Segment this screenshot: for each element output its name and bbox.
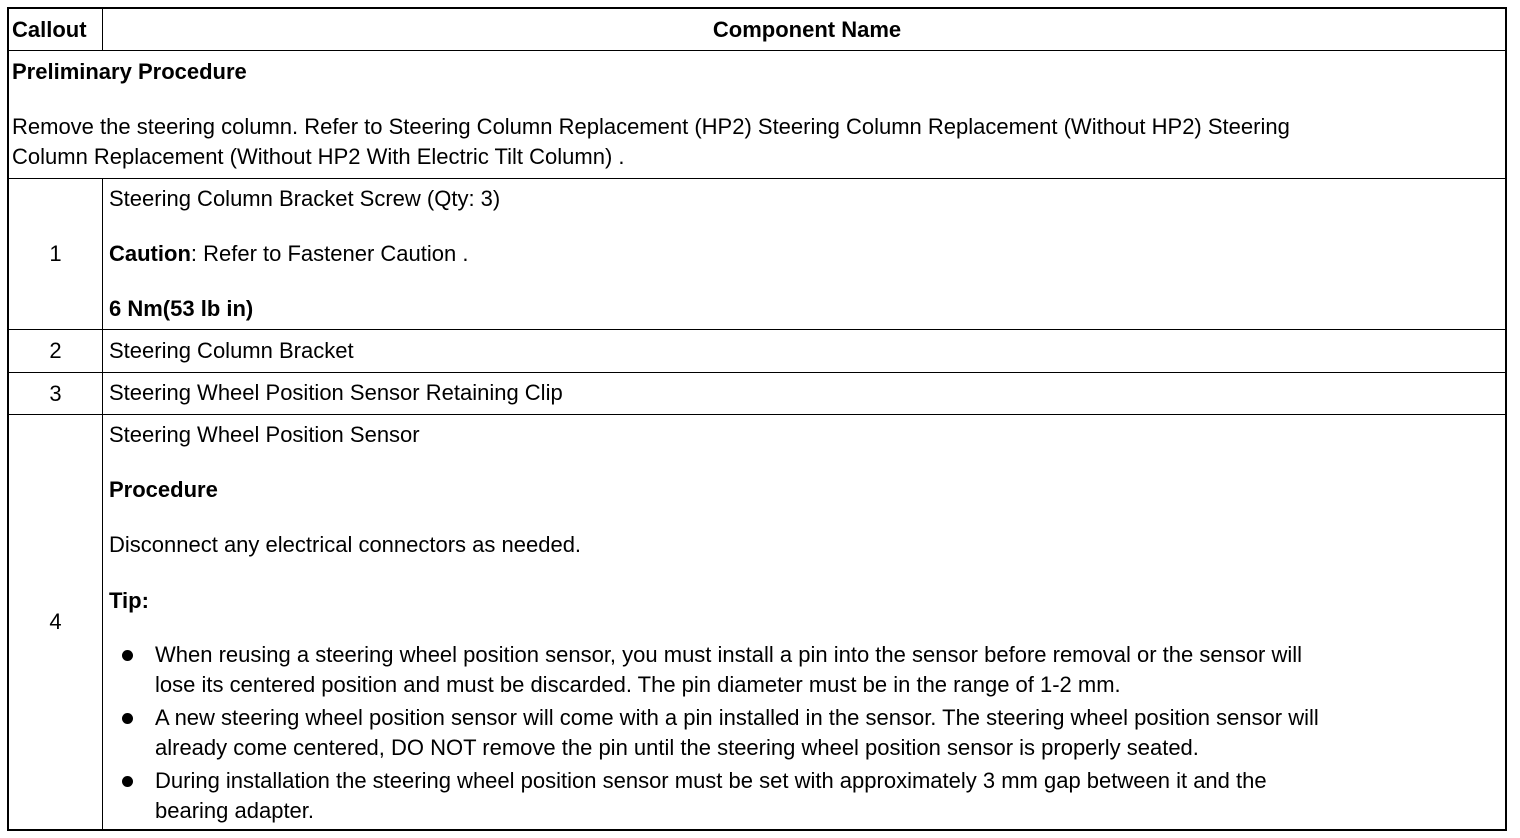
tip-line: bearing adapter. [155, 798, 315, 823]
callout-number: 3 [9, 373, 103, 414]
preliminary-procedure-row [9, 50, 1505, 178]
tip-label: Tip: [109, 588, 149, 613]
callout-number: 1 [9, 179, 103, 329]
table-row [9, 414, 1505, 829]
preliminary-text-line1: Remove the steering column. Refer to Steering Column Replacement (HP2) Steering Column Replacement (Without HP2) Steering [12, 114, 1290, 139]
component-name: Steering Column Bracket [109, 338, 354, 363]
preliminary-text-line2: Column Replacement (Without HP2 With Electric Tilt Column) . [12, 144, 625, 169]
caution-note [109, 240, 468, 268]
torque-spec: 6 Nm(53 lb in) [109, 296, 254, 321]
caution-label: Caution [109, 241, 191, 266]
tip-line: lose its centered position and must be discarded. The pin diameter must be in the range of 1-2 mm. [155, 672, 1121, 697]
tip-line: already come centered, DO NOT remove the pin until the steering wheel position sensor is properly seated. [155, 735, 1199, 760]
component-name: Steering Wheel Position Sensor Retaining Clip [109, 380, 563, 405]
table-header-row [9, 9, 1505, 50]
component-name-header: Component Name [712, 16, 902, 42]
caution-text: : Refer to Fastener Caution . [190, 241, 469, 266]
tip-line: During installation the steering wheel position sensor must be set with approximately 3 mm gap between it and the [155, 768, 1267, 793]
procedure-label: Procedure [109, 477, 218, 502]
table-row [9, 372, 1505, 414]
callout-number: 2 [9, 330, 103, 372]
table-row [9, 178, 1505, 329]
component-name: Steering Column Bracket Screw (Qty: 3) [109, 186, 501, 211]
callout-header: Callout [9, 9, 103, 50]
procedure-text: Disconnect any electrical connectors as needed. [109, 532, 582, 557]
callout-number: 4 [9, 415, 103, 829]
table-row [9, 329, 1505, 372]
tip-line: When reusing a steering wheel position sensor, you must install a pin into the sensor before removal or the sensor will [155, 642, 1303, 667]
bullet-icon [122, 776, 133, 787]
bullet-icon [122, 713, 133, 724]
component-table [7, 7, 1507, 831]
tip-line: A new steering wheel position sensor will come with a pin installed in the sensor. The steering wheel position sensor will [155, 705, 1319, 730]
bullet-icon [122, 650, 133, 661]
preliminary-title: Preliminary Procedure [12, 59, 247, 84]
component-name: Steering Wheel Position Sensor [109, 422, 420, 447]
